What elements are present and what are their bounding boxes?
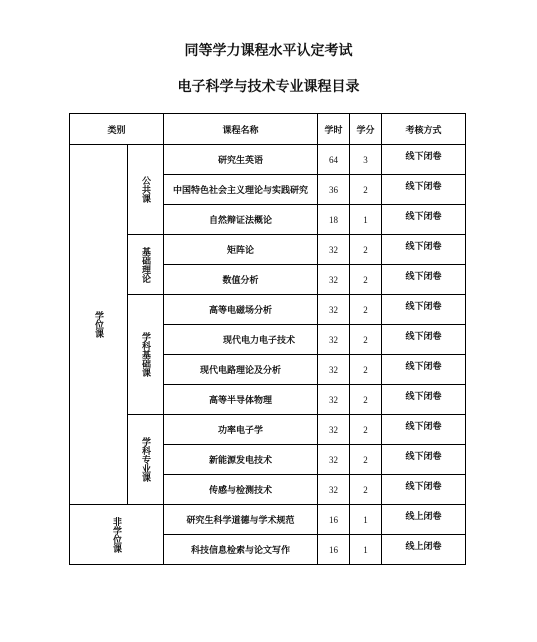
course-table [69,113,466,565]
course-credits: 2 [350,175,382,205]
document-subtitle: 电子科学与技术专业课程目录 [177,79,360,95]
header-hours: 学时 [318,114,350,145]
course-exam: 线下闭卷 [382,145,466,175]
course-hours: 32 [318,445,350,475]
group-degree: 学位课 [70,145,128,505]
course-hours: 18 [318,205,350,235]
course-name: 现代电力电子技术 [164,325,318,355]
course-exam: 线上闭卷 [382,535,466,565]
course-hours: 32 [318,265,350,295]
course-name: 传感与检测技术 [164,475,318,505]
course-hours: 16 [318,505,350,535]
header-category: 类别 [70,114,164,145]
course-name: 矩阵论 [164,235,318,265]
course-credits: 2 [350,265,382,295]
course-credits: 2 [350,385,382,415]
group-subject-major: 学科专业课 [128,415,164,505]
course-exam: 线下闭卷 [382,205,466,235]
course-name: 高等半导体物理 [164,385,318,415]
group-non-degree: 非学位课 [70,505,164,565]
header-course: 课程名称 [164,114,318,145]
table-row [70,235,466,265]
group-basic: 基础理论 [128,235,164,295]
course-credits: 2 [350,415,382,445]
course-hours: 32 [318,385,350,415]
document-title: 同等学力课程水平认定考试 [184,43,353,59]
course-credits: 2 [350,475,382,505]
header-credits: 学分 [350,114,382,145]
course-hours: 32 [318,355,350,385]
course-name: 数值分析 [164,265,318,295]
course-credits: 2 [350,295,382,325]
course-exam: 线下闭卷 [382,175,466,205]
course-name: 中国特色社会主义理论与实践研究 [164,175,318,205]
course-name: 现代电路理论及分析 [164,355,318,385]
course-exam: 线下闭卷 [382,415,466,445]
table-row [70,415,466,445]
course-name: 功率电子学 [164,415,318,445]
course-hours: 32 [318,325,350,355]
course-exam: 线下闭卷 [382,475,466,505]
course-name: 研究生科学道德与学术规范 [164,505,318,535]
course-exam: 线下闭卷 [382,385,466,415]
course-credits: 2 [350,235,382,265]
course-hours: 16 [318,535,350,565]
course-name: 研究生英语 [164,145,318,175]
course-credits: 2 [350,445,382,475]
course-exam: 线下闭卷 [382,295,466,325]
header-exam: 考核方式 [382,114,466,145]
table-header-row [70,114,466,145]
course-exam: 线上闭卷 [382,505,466,535]
course-name: 科技信息检索与论文写作 [164,535,318,565]
course-exam: 线下闭卷 [382,445,466,475]
course-name: 新能源发电技术 [164,445,318,475]
course-credits: 1 [350,535,382,565]
course-credits: 1 [350,205,382,235]
course-hours: 64 [318,145,350,175]
course-hours: 32 [318,235,350,265]
table-row [70,145,466,175]
group-subject-basic: 学科基础课 [128,295,164,415]
course-credits: 2 [350,325,382,355]
course-exam: 线下闭卷 [382,355,466,385]
course-credits: 1 [350,505,382,535]
course-name: 高等电磁场分析 [164,295,318,325]
course-credits: 2 [350,355,382,385]
course-hours: 36 [318,175,350,205]
course-hours: 32 [318,415,350,445]
table-row [70,505,466,535]
course-exam: 线下闭卷 [382,325,466,355]
course-exam: 线下闭卷 [382,235,466,265]
group-public: 公共课 [128,145,164,235]
course-hours: 32 [318,475,350,505]
table-row [70,295,466,325]
course-credits: 3 [350,145,382,175]
course-hours: 32 [318,295,350,325]
course-name: 自然辩证法概论 [164,205,318,235]
course-exam: 线下闭卷 [382,265,466,295]
